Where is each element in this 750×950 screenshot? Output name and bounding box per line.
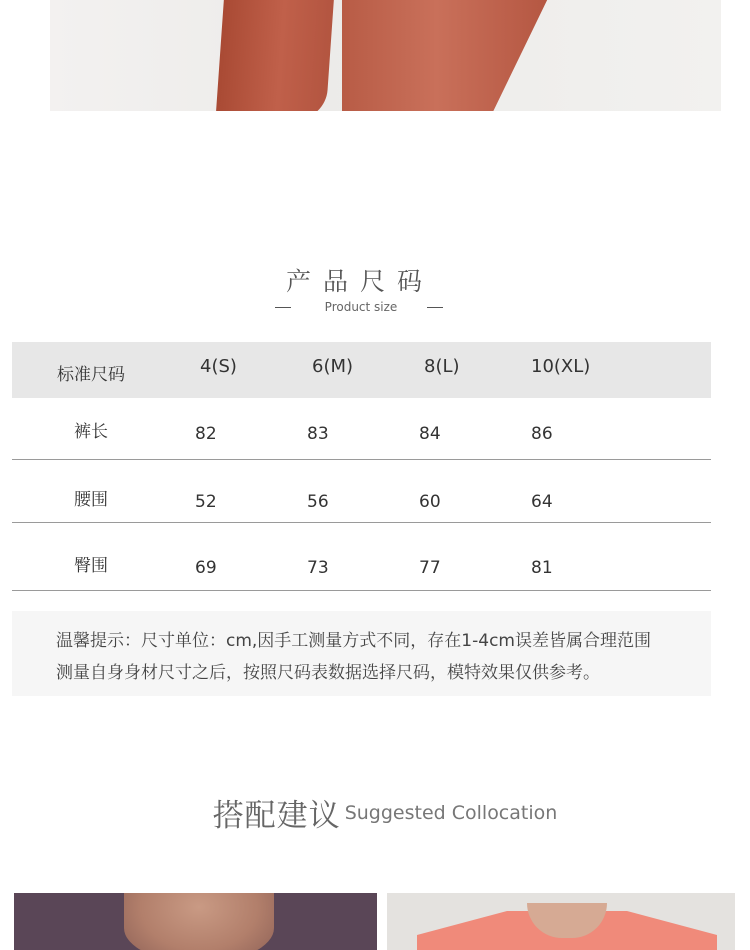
section-title: 产品尺码 xyxy=(285,267,434,296)
table-cell: 86 xyxy=(531,424,553,444)
title-dash-right xyxy=(427,307,443,308)
model-shoulder xyxy=(124,893,274,950)
row-label: 臀围 xyxy=(74,556,108,576)
pants-right-leg xyxy=(342,0,552,111)
note-line-1: 温馨提示：尺寸单位：cm,因手工测量方式不同，存在1-4cm误差皆属合理范围 xyxy=(56,631,651,651)
collocation-title xyxy=(0,790,750,835)
row-label: 裤长 xyxy=(74,422,108,442)
pants-left-leg xyxy=(215,0,334,111)
note-line-2: 测量自身身材尺寸之后，按照尺码表数据选择尺码，模特效果仅供参考。 xyxy=(56,663,600,683)
header-size-xl: 10(XL) xyxy=(531,356,591,377)
table-row-hip xyxy=(12,523,711,591)
table-cell: 64 xyxy=(531,492,553,512)
table-cell: 56 xyxy=(307,492,329,512)
header-size-m: 6(M) xyxy=(312,356,354,377)
header-size-l: 8(L) xyxy=(424,356,460,377)
collocation-title-en: Suggested Collocation xyxy=(344,801,558,824)
product-photo-pants xyxy=(50,0,721,111)
table-cell: 52 xyxy=(195,492,217,512)
collocation-title-cn: 搭配建议 xyxy=(212,798,341,834)
header-label: 标准尺码 xyxy=(57,365,125,385)
header-size-s: 4(S) xyxy=(200,356,237,377)
outfit-photo-2 xyxy=(387,893,735,950)
size-table xyxy=(12,342,711,591)
outfit-photo-1 xyxy=(14,893,377,950)
table-cell: 81 xyxy=(531,558,553,578)
table-cell: 69 xyxy=(195,558,217,578)
table-row-pants-length xyxy=(12,398,711,460)
table-cell: 83 xyxy=(307,424,329,444)
table-cell: 84 xyxy=(419,424,441,444)
table-cell: 60 xyxy=(419,492,441,512)
table-cell: 73 xyxy=(307,558,329,578)
measurement-note xyxy=(12,611,711,696)
size-table-header xyxy=(12,342,711,398)
table-cell: 82 xyxy=(195,424,217,444)
section-subtitle: Product size xyxy=(324,300,398,314)
table-row-waist xyxy=(12,460,711,523)
table-cell: 77 xyxy=(419,558,441,578)
row-label: 腰围 xyxy=(74,490,108,510)
